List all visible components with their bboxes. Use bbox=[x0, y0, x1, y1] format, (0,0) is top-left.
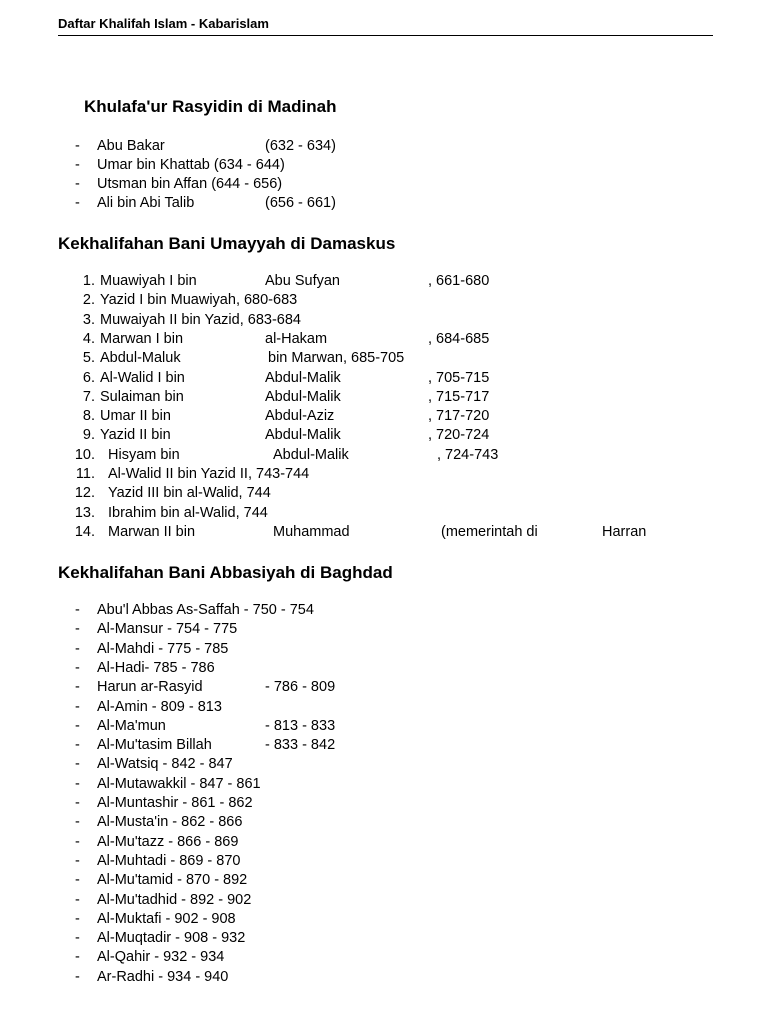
caliph-name: Sulaiman bin bbox=[100, 389, 184, 405]
list-number: 1. bbox=[82, 273, 95, 289]
reign-years: , 724-743 bbox=[437, 447, 499, 463]
list-dash: - bbox=[75, 737, 80, 753]
list-item bbox=[0, 970, 768, 988]
list-item bbox=[0, 777, 768, 795]
caliph-name: Hisyam bin bbox=[108, 447, 180, 463]
list-number: 6. bbox=[82, 370, 95, 386]
list-item bbox=[0, 912, 768, 930]
list-dash: - bbox=[75, 795, 80, 811]
caliph-name: Al-Qahir - 932 - 934 bbox=[97, 949, 225, 965]
caliph-name: Al-Walid II bin Yazid II, 743-744 bbox=[108, 466, 310, 482]
list-number: 7. bbox=[82, 389, 95, 405]
caliph-name: Abdul-Maluk bbox=[100, 350, 181, 366]
list-dash: - bbox=[75, 756, 80, 772]
caliph-lineage: Abdul-Malik bbox=[265, 389, 341, 405]
reign-years: , 684-685 bbox=[428, 331, 490, 347]
list-dash: - bbox=[75, 969, 80, 985]
list-item bbox=[0, 854, 768, 872]
caliph-name: Ibrahim bin al-Walid, 744 bbox=[108, 505, 268, 521]
list-item bbox=[0, 757, 768, 775]
list-item bbox=[0, 700, 768, 718]
caliph-name: Yazid I bin Muawiyah, 680-683 bbox=[100, 292, 298, 308]
list-dash: - bbox=[75, 853, 80, 869]
list-dash: - bbox=[75, 641, 80, 657]
list-dash: - bbox=[75, 930, 80, 946]
caliph-name: Marwan I bin bbox=[100, 331, 184, 347]
caliph-name: Ali bin Abi Talib bbox=[97, 195, 195, 211]
caliph-name: Al-Mahdi - 775 - 785 bbox=[97, 641, 229, 657]
list-item bbox=[0, 642, 768, 660]
list-item bbox=[0, 680, 768, 698]
caliph-lineage: Abdul-Malik bbox=[265, 427, 341, 443]
list-item bbox=[0, 873, 768, 891]
list-item bbox=[0, 893, 768, 911]
caliph-lineage: Muhammad bbox=[273, 524, 350, 540]
list-number: 3. bbox=[82, 312, 95, 328]
list-item bbox=[0, 796, 768, 814]
list-item bbox=[0, 738, 768, 756]
list-dash: - bbox=[75, 157, 80, 173]
caliph-name: Al-Mutawakkil - 847 - 861 bbox=[97, 776, 261, 792]
caliph-name: Al-Muhtadi - 869 - 870 bbox=[97, 853, 241, 869]
list-dash: - bbox=[75, 660, 80, 676]
list-dash: - bbox=[75, 138, 80, 154]
list-dash: - bbox=[75, 949, 80, 965]
caliph-name: Umar II bin bbox=[100, 408, 171, 424]
caliph-name: Al-Musta'in - 862 - 866 bbox=[97, 814, 243, 830]
list-number: 13. bbox=[74, 505, 95, 521]
caliph-lineage: bin Marwan, 685-705 bbox=[268, 350, 405, 366]
section-title-rasyidin: Khulafa'ur Rasyidin di Madinah bbox=[84, 97, 337, 116]
caliph-name: Muawiyah I bin bbox=[100, 273, 197, 289]
caliph-name: Al-Mu'tadhid - 892 - 902 bbox=[97, 892, 252, 908]
document-header: Daftar Khalifah Islam - Kabarislam bbox=[58, 16, 713, 36]
list-number: 10. bbox=[74, 447, 95, 463]
caliph-name: Al-Hadi- 785 - 786 bbox=[97, 660, 215, 676]
reign-years: , 720-724 bbox=[428, 427, 490, 443]
caliph-lineage: Abu Sufyan bbox=[265, 273, 340, 289]
caliph-lineage: Abdul-Aziz bbox=[265, 408, 335, 424]
caliph-name: Al-Muqtadir - 908 - 932 bbox=[97, 930, 246, 946]
reign-place: Harran bbox=[602, 524, 647, 540]
caliph-name: Yazid III bin al-Walid, 744 bbox=[108, 485, 271, 501]
caliph-name: Abu Bakar bbox=[97, 138, 165, 154]
list-item bbox=[0, 661, 768, 679]
list-item bbox=[0, 950, 768, 968]
caliph-name: Al-Watsiq - 842 - 847 bbox=[97, 756, 233, 772]
caliph-lineage: Abdul-Malik bbox=[273, 447, 349, 463]
list-item bbox=[0, 622, 768, 640]
caliph-name: Marwan II bin bbox=[108, 524, 196, 540]
list-dash: - bbox=[75, 814, 80, 830]
caliph-name: Al-Mu'tasim Billah bbox=[97, 737, 212, 753]
list-item bbox=[0, 603, 768, 621]
caliph-name: Al-Ma'mun bbox=[97, 718, 166, 734]
list-number: 5. bbox=[82, 350, 95, 366]
list-number: 4. bbox=[82, 331, 95, 347]
list-item bbox=[0, 719, 768, 737]
caliph-name: Al-Mansur - 754 - 775 bbox=[97, 621, 238, 637]
section-title-abbasiyah: Kekhalifahan Bani Abbasiyah di Baghdad bbox=[58, 563, 393, 582]
reign-years: - 786 - 809 bbox=[265, 679, 336, 695]
list-dash: - bbox=[75, 176, 80, 192]
reign-years: (memerintah di bbox=[441, 524, 538, 540]
list-dash: - bbox=[75, 834, 80, 850]
reign-years: (656 - 661) bbox=[265, 195, 336, 211]
reign-years: , 705-715 bbox=[428, 370, 490, 386]
list-item bbox=[0, 835, 768, 853]
list-number: 11. bbox=[75, 466, 95, 482]
caliph-name: Al-Muktafi - 902 - 908 bbox=[97, 911, 236, 927]
list-item bbox=[0, 815, 768, 833]
caliph-name: Harun ar-Rasyid bbox=[97, 679, 203, 695]
list-dash: - bbox=[75, 621, 80, 637]
caliph-name: Al-Mu'tamid - 870 - 892 bbox=[97, 872, 248, 888]
list-dash: - bbox=[75, 776, 80, 792]
list-dash: - bbox=[75, 699, 80, 715]
reign-years: , 661-680 bbox=[428, 273, 490, 289]
list-number: 9. bbox=[82, 427, 95, 443]
section-title-umayyah: Kekhalifahan Bani Umayyah di Damaskus bbox=[58, 234, 396, 253]
list-dash: - bbox=[75, 892, 80, 908]
caliph-name: Yazid II bin bbox=[100, 427, 171, 443]
caliph-lineage: al-Hakam bbox=[265, 331, 328, 347]
list-dash: - bbox=[75, 602, 80, 618]
list-dash: - bbox=[75, 872, 80, 888]
caliph-lineage: Abdul-Malik bbox=[265, 370, 341, 386]
caliph-name: Ar-Radhi - 934 - 940 bbox=[97, 969, 229, 985]
list-dash: - bbox=[75, 911, 80, 927]
caliph-name: Umar bin Khattab (634 - 644) bbox=[97, 157, 285, 173]
reign-years: - 833 - 842 bbox=[265, 737, 336, 753]
list-number: 8. bbox=[82, 408, 95, 424]
list-number: 2. bbox=[82, 292, 95, 308]
list-item bbox=[0, 931, 768, 949]
caliph-name: Al-Walid I bin bbox=[100, 370, 185, 386]
caliph-name: Muwaiyah II bin Yazid, 683-684 bbox=[100, 312, 301, 328]
reign-years: , 715-717 bbox=[428, 389, 490, 405]
caliph-name: Al-Muntashir - 861 - 862 bbox=[97, 795, 253, 811]
list-dash: - bbox=[75, 718, 80, 734]
list-dash: - bbox=[75, 679, 80, 695]
reign-years: - 813 - 833 bbox=[265, 718, 336, 734]
caliph-name: Al-Mu'tazz - 866 - 869 bbox=[97, 834, 239, 850]
list-number: 14. bbox=[74, 524, 95, 540]
list-number: 12. bbox=[74, 485, 95, 501]
caliph-name: Utsman bin Affan (644 - 656) bbox=[97, 176, 283, 192]
list-dash: - bbox=[75, 195, 80, 211]
reign-years: , 717-720 bbox=[428, 408, 490, 424]
caliph-name: Al-Amin - 809 - 813 bbox=[97, 699, 222, 715]
caliph-name: Abu'l Abbas As-Saffah - 750 - 754 bbox=[97, 602, 314, 618]
reign-years: (632 - 634) bbox=[265, 138, 336, 154]
